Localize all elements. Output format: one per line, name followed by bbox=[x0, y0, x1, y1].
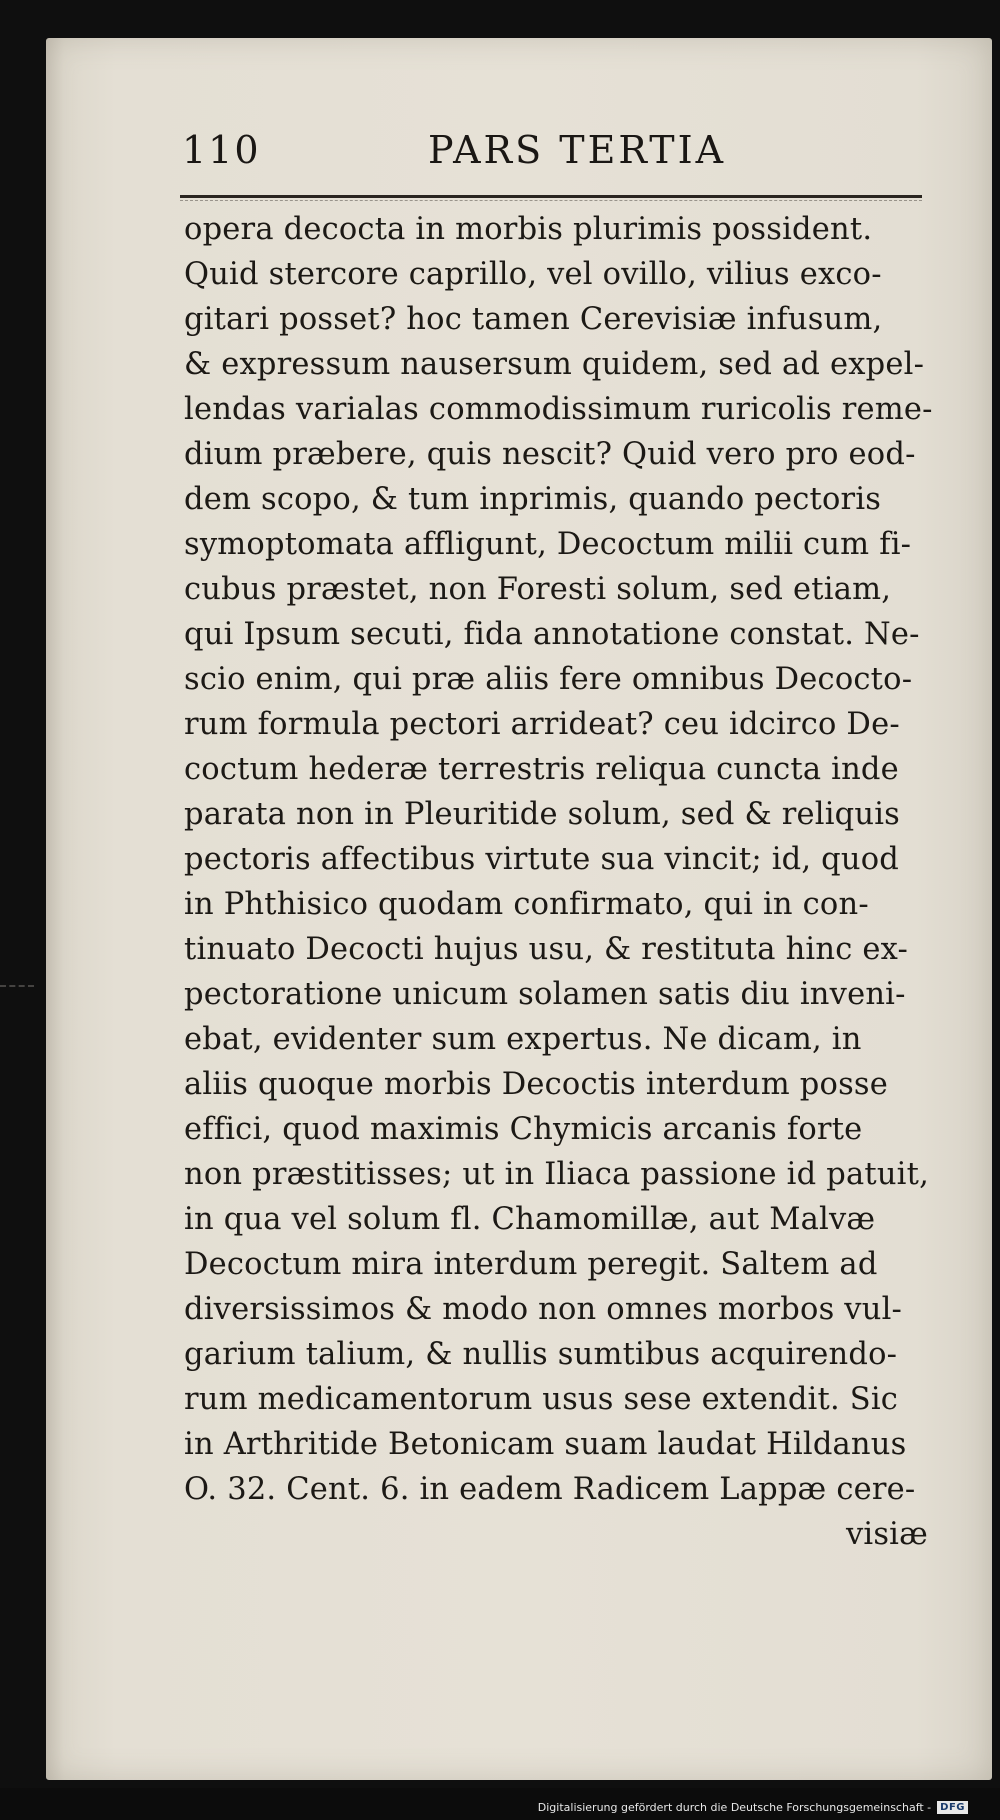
text-line: & expressum nausersum quidem, sed ad expel- bbox=[184, 347, 925, 382]
text-line: ebat, evidenter sum expertus. Ne dicam, in bbox=[184, 1022, 862, 1057]
text-line: rum formula pectori arrideat? ceu idcirco De- bbox=[184, 707, 900, 742]
text-line: garium talium, & nullis sumtibus acquirendo- bbox=[184, 1337, 898, 1372]
text-line: in Arthritide Betonicam suam laudat Hildanus bbox=[184, 1427, 907, 1462]
text-line: diversissimos & modo non omnes morbos vul- bbox=[184, 1292, 903, 1327]
text-line: in Phthisico quodam confirmato, qui in con- bbox=[184, 887, 869, 922]
text-line: dium præbere, quis nescit? Quid vero pro eod- bbox=[184, 437, 916, 472]
text-line: in qua vel solum fl. Chamomillæ, aut Malvæ bbox=[184, 1202, 876, 1237]
text-line: dem scopo, & tum inprimis, quando pectoris bbox=[184, 482, 882, 517]
text-line: pectoris affectibus virtute sua vincit; id, quod bbox=[184, 842, 900, 877]
text-line: symoptomata affligunt, Decoctum milii cum fi- bbox=[184, 527, 912, 562]
text-line: O. 32. Cent. 6. in eadem Radicem Lappæ cere- bbox=[184, 1472, 916, 1507]
credit-text: Digitalisierung gefördert durch die Deutsche Forschungsgemeinschaft - bbox=[537, 1800, 932, 1814]
text-line: coctum hederæ terrestris reliqua cuncta inde bbox=[184, 752, 899, 787]
text-line: qui Ipsum secuti, fida annotatione constat. Ne- bbox=[184, 617, 920, 652]
text-line: rum medicamentorum usus sese extendit. Sic bbox=[184, 1382, 899, 1417]
text-line: tinuato Decocti hujus usu, & restituta hinc ex- bbox=[184, 932, 909, 967]
text-line: non præstitisses; ut in Iliaca passione id patuit, bbox=[184, 1157, 929, 1192]
catchword: visiæ bbox=[845, 1517, 928, 1552]
text-line: gitari posset? hoc tamen Cerevisiæ infusum, bbox=[184, 302, 883, 337]
dfg-logo: DFG bbox=[937, 1801, 968, 1814]
running-head: PARS TERTIA bbox=[428, 128, 727, 172]
text-line: Quid stercore caprillo, vel ovillo, vilius exco- bbox=[184, 257, 882, 292]
text-line: aliis quoque morbis Decoctis interdum posse bbox=[184, 1067, 889, 1102]
text-line: cubus præstet, non Foresti solum, sed etiam, bbox=[184, 572, 892, 607]
text-line: pectoratione unicum solamen satis diu inveni- bbox=[184, 977, 906, 1012]
digitization-credit bbox=[538, 1794, 968, 1820]
text-line: scio enim, qui præ aliis fere omnibus Decocto- bbox=[184, 662, 913, 697]
text-line: opera decocta in morbis plurimis possident. bbox=[184, 212, 873, 247]
page-number: 110 bbox=[182, 128, 261, 172]
text-line: Decoctum mira interdum peregit. Saltem ad bbox=[184, 1247, 878, 1282]
text-line: parata non in Pleuritide solum, sed & reliquis bbox=[184, 797, 901, 832]
text-line: lendas varialas commodissimum ruricolis reme- bbox=[184, 392, 933, 427]
text-line: effici, quod maximis Chymicis arcanis forte bbox=[184, 1112, 863, 1147]
